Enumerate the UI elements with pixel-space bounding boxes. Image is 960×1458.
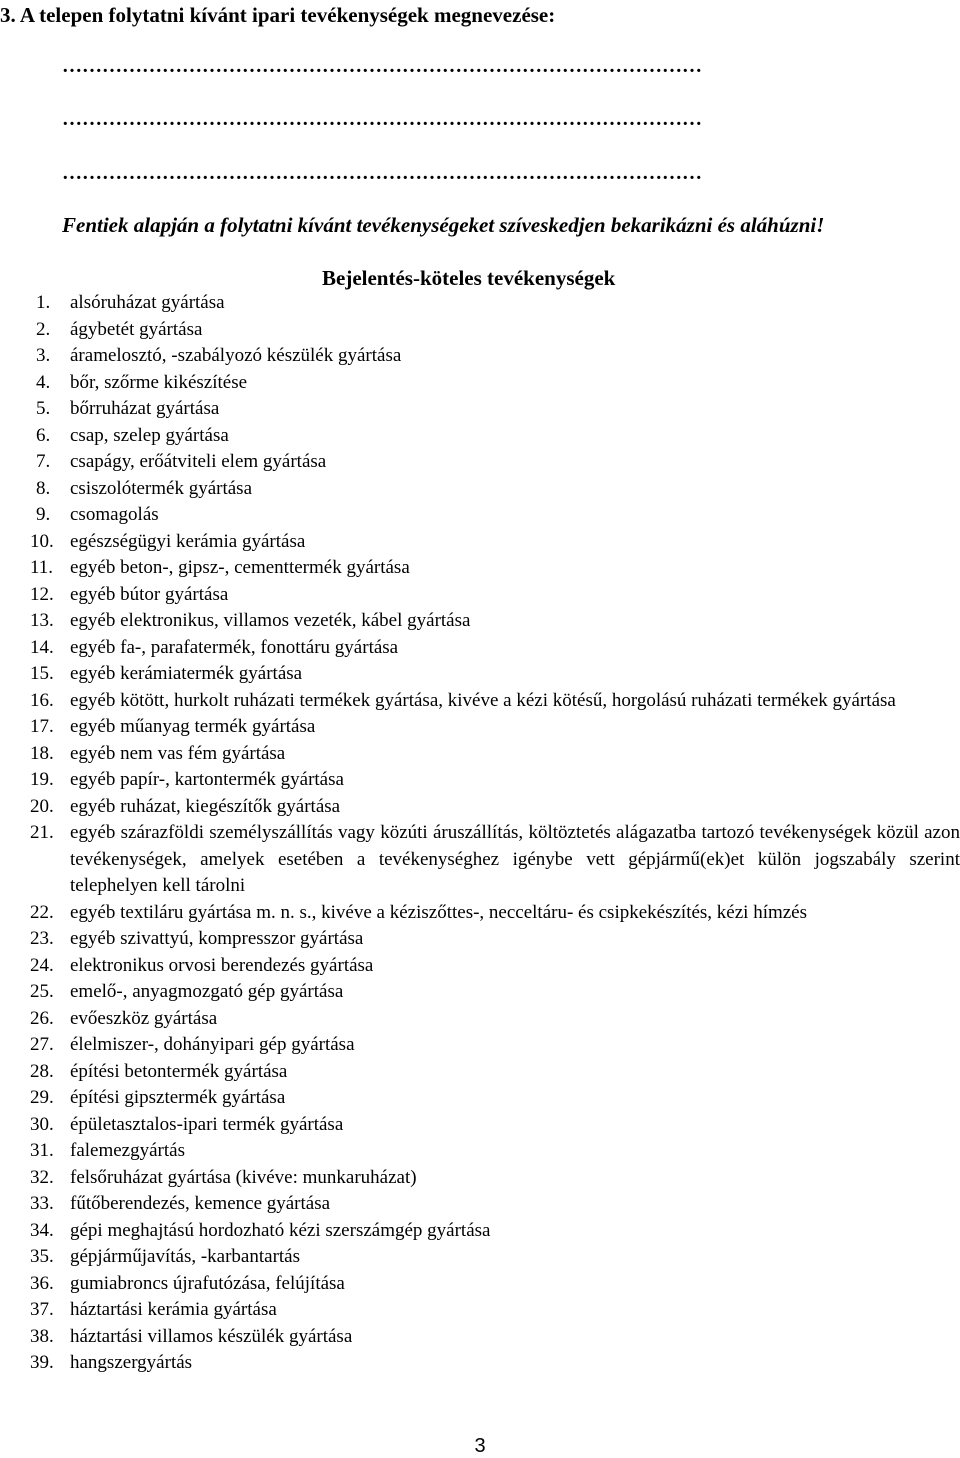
list-item-text: ágybetét gyártása	[70, 318, 203, 340]
list-item-number: 38.	[30, 1325, 54, 1347]
list-item	[30, 608, 960, 635]
list-item	[30, 1165, 960, 1192]
section-heading: 3. A telepen folytatni kívánt ipari tevékenységek megnevezése:	[0, 3, 556, 27]
list-item-number: 10.	[30, 530, 54, 552]
list-title: Bejelentés-köteles tevékenységek	[322, 266, 616, 290]
list-item-text: csiszolótermék gyártása	[70, 477, 253, 499]
list-item-number: 27.	[30, 1034, 54, 1055]
list-item-number: 28.	[30, 1060, 54, 1082]
list-item-number: 21.	[30, 822, 54, 843]
list-item-number: 8.	[36, 477, 51, 499]
list-item-number: 24.	[30, 954, 54, 976]
list-item-text: csomagolás	[70, 504, 159, 525]
list-item-text: gépi meghajtású hordozható kézi szerszámgép gyártása	[70, 1219, 491, 1241]
list-item-text: egyéb műanyag termék gyártása	[70, 716, 316, 737]
list-item	[30, 317, 960, 344]
list-item	[30, 926, 960, 953]
list-item-text: gépjárműjavítás, -karbantartás	[70, 1246, 301, 1267]
list-item	[30, 529, 960, 556]
list-item-number: 15.	[30, 663, 54, 684]
list-item-number: 16.	[30, 689, 54, 711]
fill-in-line-2: ……………………………………………………………………………………	[62, 109, 702, 129]
list-item-text: egyéb papír-, kartontermék gyártása	[70, 769, 344, 790]
list-item-number: 6.	[36, 424, 51, 446]
list-item	[30, 396, 960, 423]
list-item-number: 23.	[30, 928, 54, 949]
list-item-number: 18.	[30, 742, 54, 764]
list-item-text: egyéb nem vas fém gyártása	[70, 742, 286, 764]
list-item-text: háztartási kerámia gyártása	[70, 1299, 277, 1320]
list-item	[30, 555, 960, 582]
list-item	[30, 502, 960, 529]
list-item-text: fűtőberendezés, kemence gyártása	[70, 1193, 331, 1214]
list-item-text: áramelosztó, -szabályozó készülék gyártása	[70, 345, 402, 366]
list-item-text: háztartási villamos készülék gyártása	[70, 1325, 353, 1347]
list-item-text: csap, szelep gyártása	[70, 424, 229, 446]
instruction-text: Fentiek alapján a folytatni kívánt tevékenységeket szíveskedjen bekarikázni és aláhúzni!	[62, 213, 825, 237]
list-item-number: 1.	[36, 292, 51, 313]
list-item-text: csapágy, erőátviteli elem gyártása	[70, 451, 327, 472]
list-item-text: építési gipsztermék gyártása	[70, 1087, 286, 1108]
list-item-number: 31.	[30, 1140, 54, 1161]
list-item	[30, 1138, 960, 1165]
list-item-number: 29.	[30, 1087, 54, 1108]
list-item	[30, 1059, 960, 1086]
list-item	[30, 1271, 960, 1298]
list-item-text: egyéb szivattyú, kompresszor gyártása	[70, 928, 364, 949]
list-item-number: 14.	[30, 636, 54, 658]
list-item-number: 26.	[30, 1007, 54, 1029]
list-item-text: egyéb kötött, hurkolt ruházati termékek gyártása, kivéve a kézi kötésű, horgolású ruházati termékek gyártása	[70, 689, 896, 711]
list-item	[30, 343, 960, 370]
list-item-number: 36.	[30, 1272, 54, 1294]
list-item-number: 3.	[36, 345, 51, 366]
list-item-text: bőr, szőrme kikészítése	[70, 371, 248, 393]
list-item-number: 7.	[36, 451, 51, 472]
list-item-text: egyéb textiláru gyártása m. n. s., kivéve a kéziszőttes-, necceltáru- és csipkekészítés, kézi hímzés	[70, 901, 808, 923]
list-item-number: 4.	[36, 371, 51, 393]
list-item-number: 22.	[30, 901, 54, 923]
list-item-number: 12.	[30, 583, 54, 605]
list-item	[30, 820, 960, 900]
list-item-text: élelmiszer-, dohányipari gép gyártása	[70, 1034, 355, 1055]
list-item-number: 5.	[36, 398, 51, 419]
list-item-text: egyéb beton-, gipsz-, cementtermék gyártása	[70, 557, 410, 578]
list-item-text: alsóruházat gyártása	[70, 292, 225, 313]
list-item-number: 33.	[30, 1193, 54, 1214]
list-item-number: 30.	[30, 1113, 54, 1135]
list-item	[30, 767, 960, 794]
list-item-number: 13.	[30, 610, 54, 631]
list-item-number: 17.	[30, 716, 54, 737]
list-item	[30, 1006, 960, 1033]
list-item	[30, 1350, 960, 1377]
list-item-text: gumiabroncs újrafutózása, felújítása	[70, 1272, 345, 1294]
fill-in-line-1: ……………………………………………………………………………………	[62, 56, 702, 76]
list-item	[30, 449, 960, 476]
list-item-text: bőrruházat gyártása	[70, 398, 220, 419]
list-item	[30, 979, 960, 1006]
list-item-text: egyéb ruházat, kiegészítők gyártása	[70, 795, 341, 817]
list-item-number: 37.	[30, 1299, 54, 1320]
list-item	[30, 1218, 960, 1245]
list-item-number: 39.	[30, 1352, 54, 1373]
list-item	[30, 290, 960, 317]
activity-list	[30, 290, 960, 1377]
list-item-text: evőeszköz gyártása	[70, 1007, 218, 1029]
list-item	[30, 661, 960, 688]
list-item-number: 35.	[30, 1246, 54, 1267]
page-number: 3	[474, 1435, 486, 1457]
list-item-text: egyéb kerámiatermék gyártása	[70, 663, 303, 684]
list-item	[30, 1191, 960, 1218]
list-item	[30, 635, 960, 662]
list-item	[30, 688, 960, 715]
list-item-text: egyéb szárazföldi személyszállítás vagy közúti áruszállítás, költöztetés alágazatba tartozó tevékenységek közül azon tevékenységek, amelyek esetében a tevékenységhez igénybe vett gépjármű(ek)et külön jogszabály szerint telephelyen kell tárolni	[70, 822, 960, 896]
list-item-number: 9.	[36, 504, 51, 525]
list-item-number: 32.	[30, 1166, 54, 1188]
list-item	[30, 1324, 960, 1351]
list-item-number: 2.	[36, 318, 51, 340]
list-item	[30, 1032, 960, 1059]
list-item-text: egyéb bútor gyártása	[70, 583, 229, 605]
list-item	[30, 370, 960, 397]
list-item-text: épületasztalos-ipari termék gyártása	[70, 1113, 344, 1135]
list-item	[30, 423, 960, 450]
list-item-text: egészségügyi kerámia gyártása	[70, 530, 306, 552]
list-item-text: építési betontermék gyártása	[70, 1060, 288, 1082]
list-item	[30, 741, 960, 768]
list-item	[30, 794, 960, 821]
list-item	[30, 1112, 960, 1139]
list-item	[30, 1085, 960, 1112]
list-item-text: egyéb fa-, parafatermék, fonottáru gyártása	[70, 636, 399, 658]
list-item	[30, 1297, 960, 1324]
list-item-number: 34.	[30, 1219, 54, 1241]
fill-in-line-3: ……………………………………………………………………………………	[62, 163, 702, 183]
list-item-text: egyéb elektronikus, villamos vezeték, kábel gyártása	[70, 610, 471, 631]
list-item	[30, 953, 960, 980]
list-item	[30, 900, 960, 927]
list-item-text: elektronikus orvosi berendezés gyártása	[70, 954, 374, 976]
list-item-text: felsőruházat gyártása (kivéve: munkaruházat)	[70, 1166, 417, 1188]
list-item-text: falemezgyártás	[70, 1140, 185, 1161]
list-item-text: hangszergyártás	[70, 1352, 193, 1373]
list-item-number: 20.	[30, 795, 54, 817]
list-item-number: 19.	[30, 769, 54, 790]
list-item	[30, 714, 960, 741]
list-item-number: 25.	[30, 981, 54, 1002]
list-item	[30, 476, 960, 503]
list-item	[30, 1244, 960, 1271]
list-item-number: 11.	[30, 557, 54, 578]
list-item-text: emelő-, anyagmozgató gép gyártása	[70, 981, 344, 1002]
list-item	[30, 582, 960, 609]
